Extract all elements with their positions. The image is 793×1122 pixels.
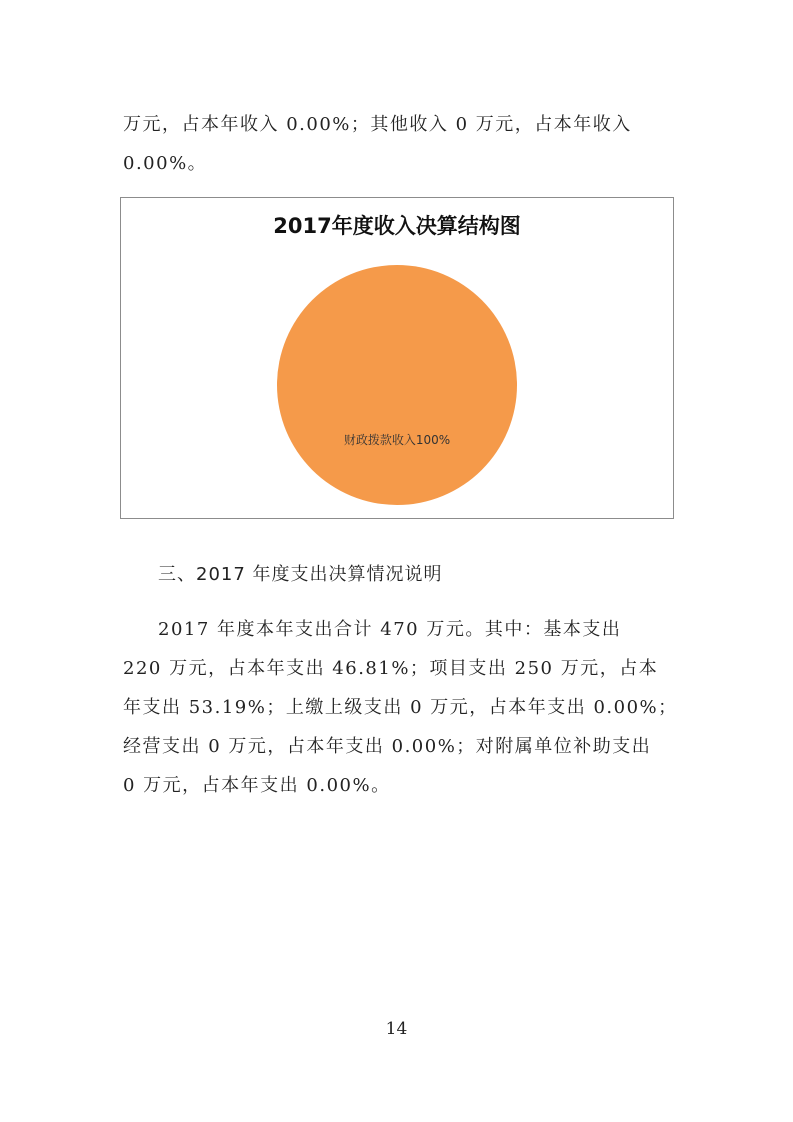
body-line-3: 年支出 53.19%；上缴上级支出 0 万元，占本年支出 0.00%； bbox=[123, 697, 678, 718]
section-heading: 三、2017 年度支出决算情况说明 bbox=[158, 564, 443, 585]
intro-line-2: 0.00%。 bbox=[123, 153, 208, 174]
pie-chart-canvas bbox=[121, 198, 673, 518]
body-line-4: 经营支出 0 万元，占本年支出 0.00%；对附属单位补助支出 bbox=[123, 736, 652, 757]
body-line-5: 0 万元，占本年支出 0.00%。 bbox=[123, 775, 391, 796]
income-pie-chart bbox=[120, 197, 674, 519]
pie-data-label-0: 财政拨款收入100% bbox=[343, 433, 451, 447]
body-line-1: 2017 年度本年支出合计 470 万元。其中：基本支出 bbox=[158, 619, 622, 640]
intro-line-1: 万元，占本年收入 0.00%；其他收入 0 万元，占本年收入 bbox=[123, 114, 632, 135]
chart-title: 2017年度收入决算结构图 bbox=[273, 214, 521, 238]
pie-slice-0 bbox=[277, 265, 517, 505]
page-number: 14 bbox=[385, 1019, 408, 1039]
body-line-2: 220 万元，占本年支出 46.81%；项目支出 250 万元，占本 bbox=[123, 658, 659, 679]
